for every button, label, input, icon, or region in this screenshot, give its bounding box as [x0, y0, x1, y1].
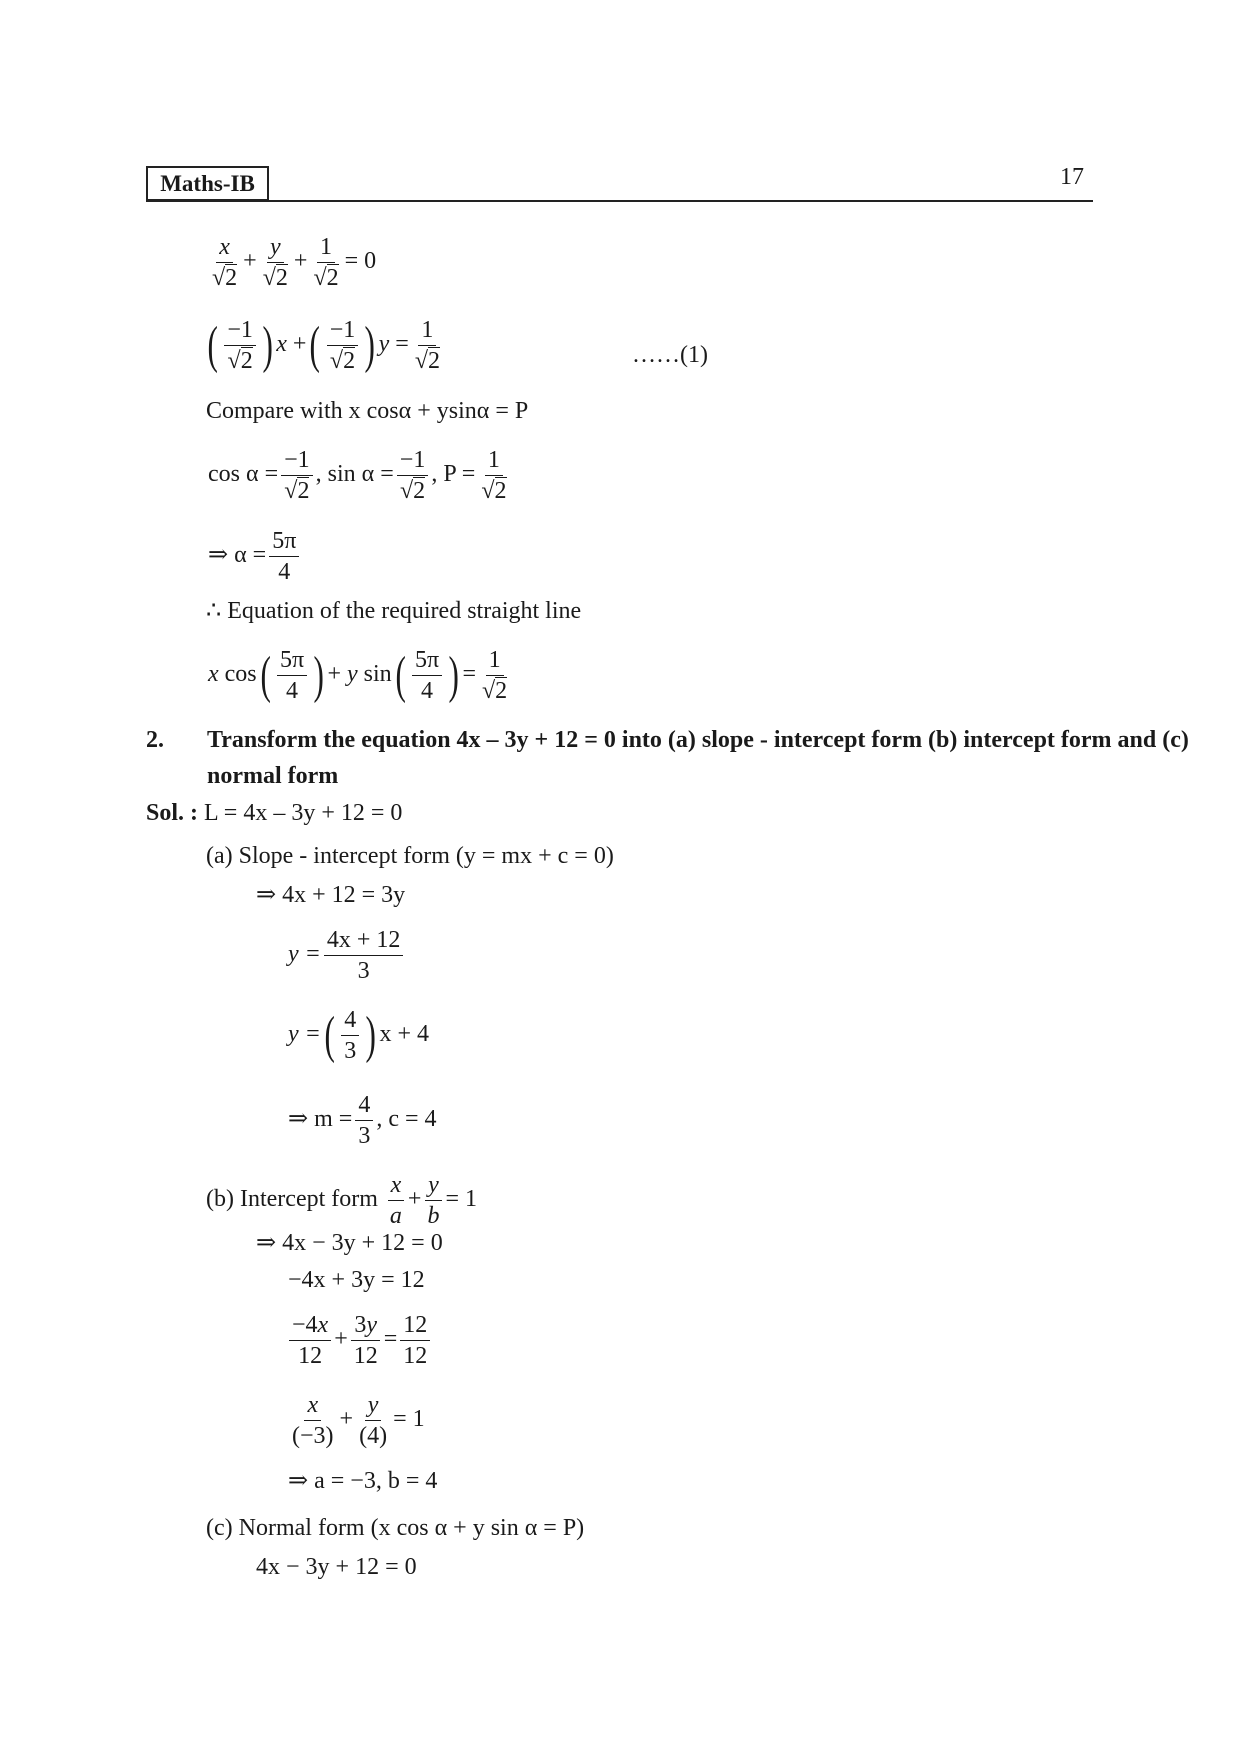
solution-label: Sol. : [146, 800, 199, 826]
part-c-title: (c) Normal form (x cos α + y sin α = P) [206, 1515, 585, 1541]
step2-den: 3 [357, 958, 370, 984]
given-equation: L = 4x – 3y + 12 = 0 [204, 800, 403, 826]
part-a-title: (a) Slope - intercept form (y = mx + c = 0) [206, 843, 614, 869]
cos-label: cos α = [208, 461, 279, 488]
step4-den: 3 [358, 1123, 371, 1149]
header-rule [146, 200, 1093, 202]
step2-num: 4x + 12 [324, 925, 404, 956]
question-text: Transform the equation 4x – 3y + 12 = 0 into (a) slope - intercept form (b) intercept form and (c) normal form [207, 727, 1189, 789]
p-label: , P = [431, 461, 476, 488]
final-line-equation: x cos( $\frac{5\pi}{4}$ ) + y sin( $\frac{5\pi}{4}$ ) = $\frac{1}{√2}$ [208, 646, 508, 704]
part-a-step1: ⇒ 4x + 12 = 3y [256, 882, 406, 908]
question-number: 2. [146, 727, 164, 753]
step2-lhs: y = [288, 941, 321, 968]
part-b-title: (b) Intercept form $\frac{x}{a}$ + $\frac{y}{b}$ = 1 [206, 1172, 478, 1229]
subject-label: Maths-IB [146, 166, 269, 201]
equation-1: ( $\frac{-1}{√2}$ ) x +( $\frac{-1}{√2}$ ) y = $\frac{1}{√2}$ [207, 316, 440, 374]
part-b-step1: ⇒ 4x − 3y + 12 = 0 [256, 1230, 443, 1256]
part-b-step5: ⇒ a = −3, b = 4 [288, 1468, 438, 1494]
therefore-text: ∴ Equation of the required straight line [206, 598, 582, 624]
part-c-step1: 4x − 3y + 12 = 0 [256, 1554, 417, 1580]
part-b-title-text: (b) Intercept form [206, 1186, 378, 1213]
step4-num: 4 [355, 1090, 373, 1121]
step4-lhs: ⇒ m = [288, 1106, 353, 1133]
compare-text: Compare with x cosα + ysinα = P [206, 398, 529, 424]
part-a-step2 [288, 925, 406, 986]
part-b-step3: $\frac{-4x}{12}$ + $\frac{3y}{12}$ = $\frac{12}{12}$ [286, 1310, 433, 1371]
sin-label: , sin α = [315, 461, 394, 488]
equation-normalized: $\frac{x}{√2}$ + $\frac{y}{√2}$ + $\frac{1}{√2}$ = 0 [212, 234, 377, 291]
step3-rhs: x + 4 [379, 1021, 430, 1048]
step4-rhs: , c = 4 [376, 1106, 437, 1133]
alpha-num: 5π [269, 526, 299, 557]
step3-lhs: y = [288, 1021, 321, 1048]
trig-values: cos α = $\frac{-1}{√2}$ , sin α = $\frac{-1}{√2}$ , P = $\frac{1}{√2}$ [208, 447, 507, 504]
step3-num: 4 [341, 1005, 359, 1036]
part-b-step2: −4x + 3y = 12 [288, 1267, 425, 1293]
solution-given [146, 798, 402, 828]
step3-den: 3 [344, 1038, 357, 1064]
alpha-result [208, 526, 302, 587]
alpha-den: 4 [278, 559, 291, 585]
part-a-step3: y =( $\frac{4}{3}$ ) x + 4 [288, 1006, 430, 1064]
page-number: 17 [1060, 164, 1084, 190]
alpha-lhs: ⇒ α = [208, 542, 267, 569]
equation-reference: ……(1) [632, 342, 708, 368]
part-b-step4: $\frac{x}{(-3)}$ + $\frac{y}{(4)}$ = 1 [292, 1392, 425, 1449]
part-a-step4 [288, 1090, 437, 1151]
